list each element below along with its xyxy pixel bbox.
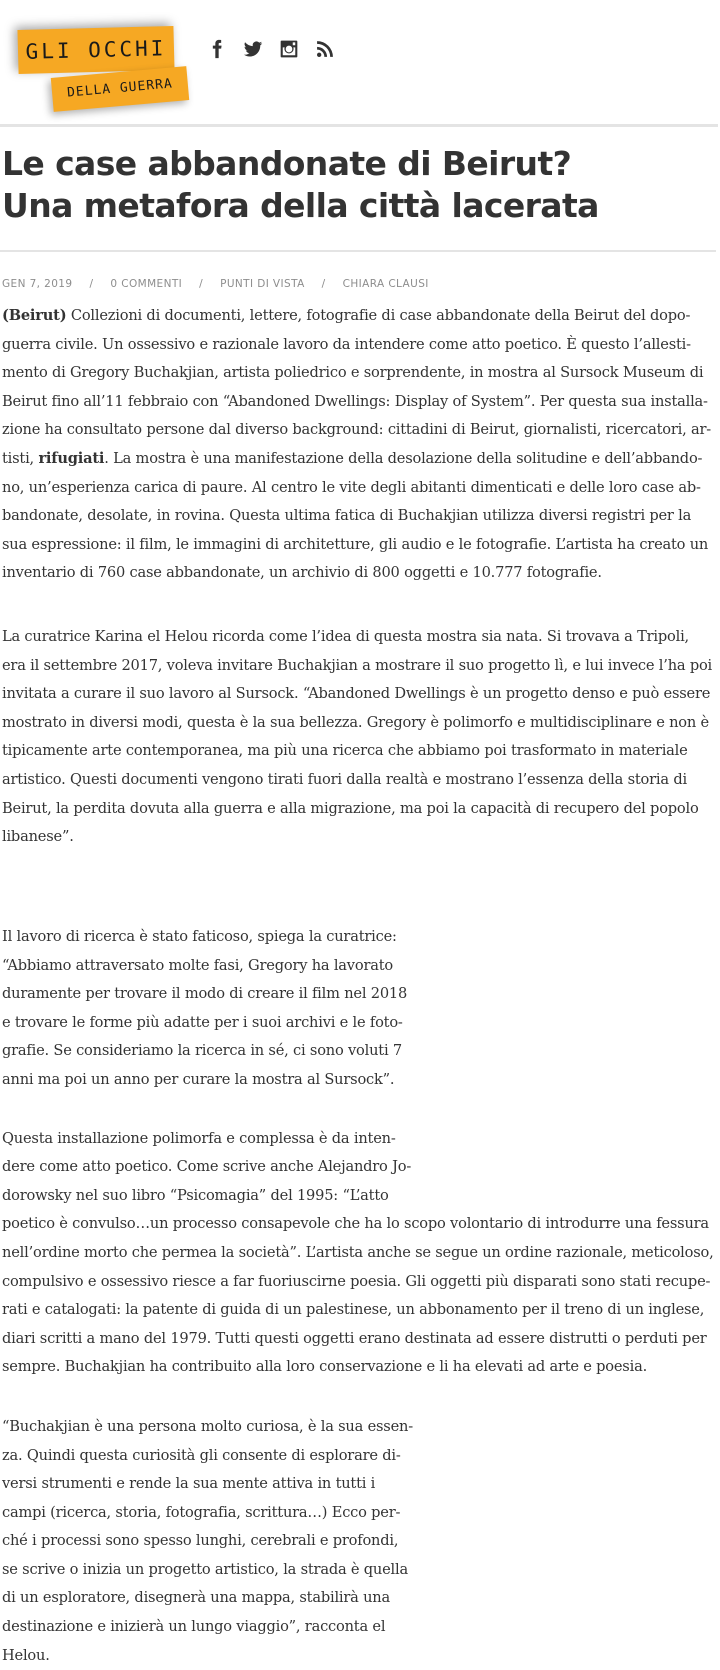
paragraph-2	[2, 623, 718, 911]
meta-separator: /	[199, 278, 204, 290]
title-divider	[0, 250, 716, 252]
article-date: GEN 7, 2019	[2, 278, 73, 290]
paragraph-line: inventario di 760 case abbandonate, un archivio di 800 oggetti e 10.777 fotografie.	[2, 564, 602, 582]
article-title-line-2: Una metafora della città lacerata	[2, 186, 599, 225]
paragraph-line: duramente per trovare il modo di creare il film nel 2018	[2, 985, 408, 1003]
paragraph-line: compulsivo e ossessivo riesce a far fuoriuscirne poesia. Gli oggetti più disparati sono stati recupe-	[2, 1272, 711, 1290]
paragraph-line: guerra civile. Un ossessivo e razionale lavoro da intendere come atto poetico. È questo l’allesti-	[2, 335, 691, 353]
paragraph-line: tipicamente arte contemporanea, ma più una ricerca che abbiamo poi trasformato in materiale	[2, 742, 688, 760]
paragraph-line: za. Quindi questa curiosità gli consente di esplorare di-	[2, 1446, 401, 1464]
paragraph-line: (Beirut) Collezioni di documenti, lettere, fotografie di case abbandonate della Beirut del dopo-	[2, 307, 691, 324]
highlight-rifugiati: rifugiati	[38, 449, 105, 467]
paragraph-line: La curatrice Karina el Helou ricorda come l’idea di questa mostra sia nata. Si trovava a Tripoli,	[2, 628, 689, 645]
paragraph-line: versi strumenti e rende la sua mente attiva in tutti i	[2, 1475, 376, 1493]
paragraph-line: “Abbiamo attraversato molte fasi, Gregory ha lavorato	[2, 956, 393, 974]
paragraph-line: era il settembre 2017, voleva invitare Buchakjian a mostrare il suo progetto lì, e lui invece l’ha poi	[2, 656, 713, 674]
paragraph-line: mostrato in diversi modi, questa è la sua bellezza. Gregory è polimorfo e multidisciplinare e non è	[2, 713, 709, 731]
site-logo[interactable]	[18, 28, 188, 110]
location-lead: (Beirut)	[2, 307, 67, 324]
author-link[interactable]: CHIARA CLAUSI	[342, 278, 429, 290]
paragraph-line: Helou.	[2, 1646, 50, 1664]
paragraph-line: zione ha consultato persone dal diverso background: cittadini di Beirut, giornalisti, ricercatori, ar-	[2, 421, 711, 439]
paragraph-line: ché i processi sono spesso lunghi, cerebrali e profondi,	[2, 1532, 399, 1550]
article-body	[2, 302, 718, 1670]
paragraph-line: sempre. Buchakjian ha contribuito alla loro conservazione e li ha elevati ad arte e poesia.	[2, 1358, 648, 1376]
meta-separator: /	[89, 278, 94, 290]
logo-line-1: GLI OCCHI	[17, 26, 174, 74]
paragraph-line: di un esploratore, disegnerà una mappa, stabilirà una	[2, 1589, 391, 1607]
article-meta	[2, 278, 429, 290]
paragraph-4	[2, 1125, 718, 1382]
paragraph-line: Beirut fino all’11 febbraio con “Abandoned Dwellings: Display of System”. Per questa sua installa-	[2, 392, 708, 410]
twitter-icon[interactable]	[242, 38, 264, 60]
paragraph-line: se scrive o inizia un progetto artistico, la strada è quella	[2, 1560, 408, 1578]
paragraph-line: Questa installazione polimorfa e complessa è da inten-	[2, 1129, 396, 1147]
paragraph-line: dere come atto poetico. Come scrive anche Alejandro Jo-	[2, 1158, 412, 1176]
paragraph-line: no, un’esperienza carica di paure. Al centro le vite degli abitanti dimenticati e delle loro case ab-	[2, 478, 701, 496]
paragraph-line: libanese”.	[2, 828, 74, 846]
paragraph-line: destinazione e inizierà un lungo viaggio”, racconta el	[2, 1618, 386, 1636]
article-title	[2, 143, 702, 227]
paragraph-line: poetico è convulso…un processo consapevole che ha lo scopo volontario di introdurre una fessura	[2, 1215, 709, 1233]
paragraph-line: campi (ricerca, storia, fotografia, scrittura…) Ecco per-	[2, 1503, 401, 1521]
paragraph-1	[2, 302, 718, 590]
paragraph-5	[2, 1413, 418, 1670]
paragraph-line: mento di Gregory Buchakjian, artista poliedrico e sorprendente, in mostra al Sursock Museum di	[2, 364, 704, 382]
facebook-icon[interactable]	[206, 38, 228, 60]
comments-link[interactable]: 0 COMMENTI	[110, 278, 183, 290]
logo-line-2: DELLA GUERRA	[51, 66, 189, 112]
category-link[interactable]: PUNTI DI VISTA	[220, 278, 305, 290]
paragraph-line: diari scritti a mano del 1979. Tutti questi oggetti erano destinata ad essere distrutti o perduti per	[2, 1329, 707, 1347]
instagram-icon[interactable]	[278, 38, 300, 60]
paragraph-line: artistico. Questi documenti vengono tirati fuori dalla realtà e mostrano l’essenza della storia di	[2, 770, 687, 788]
paragraph-line: nell’ordine morto che permea la società”. L’artista anche se segue un ordine razionale, meticoloso,	[2, 1243, 714, 1261]
paragraph-line: bandonate, desolate, in rovina. Questa ultima fatica di Buchakjian utilizza diversi registri per la	[2, 507, 692, 525]
site-header	[0, 0, 720, 124]
paragraph-line: dorowsky nel suo libro “Psicomagia” del 1995: “L’atto	[2, 1186, 389, 1204]
article-title-line-1: Le case abbandonate di Beirut?	[2, 144, 572, 183]
paragraph-line: grafie. Se consideriamo la ricerca in sé, ci sono voluti 7	[2, 1042, 402, 1060]
social-links	[206, 38, 336, 60]
paragraph-line: e trovare le forme più adatte per i suoi archivi e le foto-	[2, 1013, 403, 1031]
paragraph-line: anni ma poi un anno per curare la mostra al Sursock”.	[2, 1070, 395, 1088]
paragraph-line: rati e catalogati: la patente di guida di un palestinese, un abbonamento per il treno di un inglese,	[2, 1301, 705, 1319]
paragraph-line: Il lavoro di ricerca è stato faticoso, spiega la curatrice:	[2, 928, 397, 945]
meta-separator: /	[321, 278, 326, 290]
header-divider	[0, 124, 718, 127]
paragraph-line: sua espressione: il film, le immagini di architetture, gli audio e le fotografie. L’artista ha creato un	[2, 535, 709, 553]
paragraph-line: invitata a curare il suo lavoro al Sursock. “Abandoned Dwellings è un progetto denso e può essere	[2, 685, 711, 703]
paragraph-line: tisti, rifugiati. La mostra è una manifestazione della desolazione della solitudine e dell’abbando-	[2, 449, 703, 467]
paragraph-3	[2, 923, 414, 1095]
paragraph-line: “Buchakjian è una persona molto curiosa, è la sua essen-	[2, 1417, 413, 1435]
rss-icon[interactable]	[314, 38, 336, 60]
paragraph-line: Beirut, la perdita dovuta alla guerra e alla migrazione, ma poi la capacità di recupero del popolo	[2, 799, 699, 817]
